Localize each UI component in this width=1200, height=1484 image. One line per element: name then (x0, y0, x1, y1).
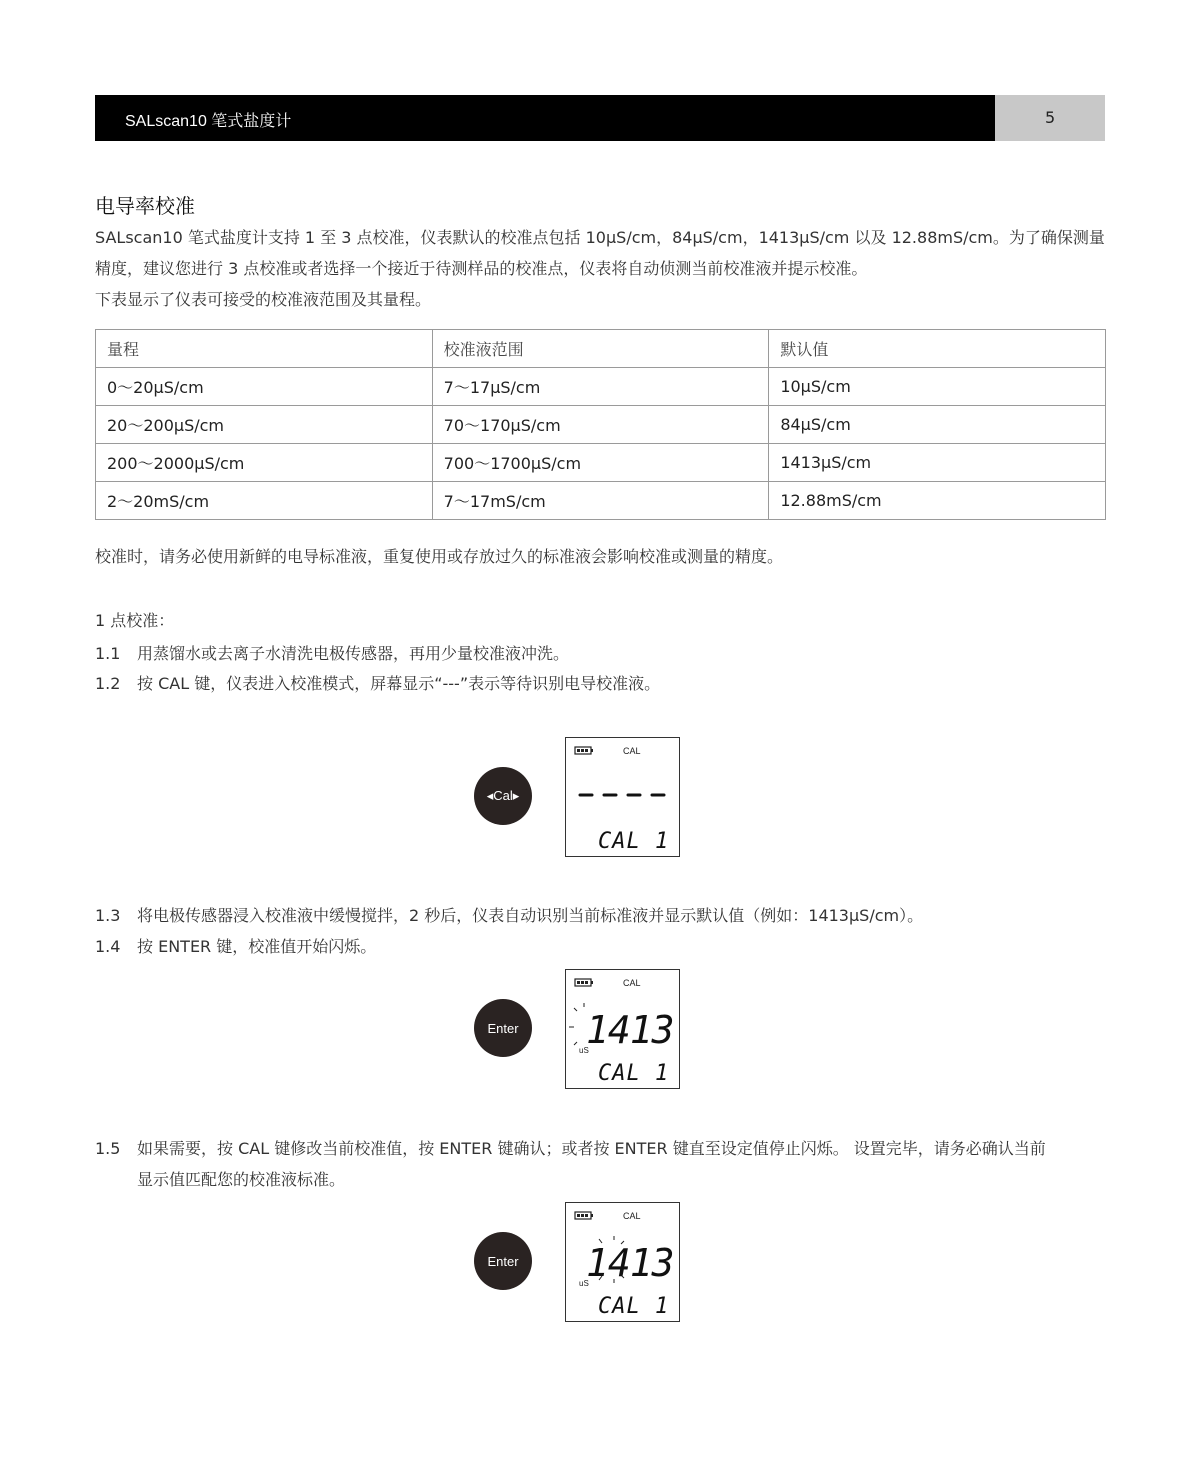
table-cell: 2～20mS/cm (96, 482, 433, 520)
table-header-row (96, 330, 1106, 368)
table-header-default: 默认值 (769, 330, 1106, 368)
lcd-sub-label: CAL 1 (598, 1061, 670, 1086)
table-cell: 12.88mS/cm (769, 482, 1106, 520)
cal-button-illustration (474, 767, 532, 825)
table-row (96, 406, 1106, 444)
lcd-unit-label: uS (579, 1046, 589, 1055)
battery-icon (575, 979, 593, 986)
intro-paragraph: SALscan10 笔式盐度计支持 1 至 3 点校准，仪表默认的校准点包括 10μS/cm，84μS/cm，1413μS/cm 以及 12.88mS/cm。为了确保测量精度，建议您进行 3 点校准或者选择一个接近于待测样品的校准点，仪表将自动侦测当前校准液并提示校准。 (95, 228, 1105, 278)
step-number: 1.5 (95, 1139, 121, 1158)
cal-button-label: ◂Cal▸ (486, 788, 520, 803)
step-1-1 (95, 638, 1107, 669)
step-number: 1.2 (95, 674, 121, 693)
table-row (96, 482, 1106, 520)
step-1-3 (95, 900, 1107, 931)
lcd-display-confirmed (565, 1202, 680, 1322)
step-number: 1.4 (95, 937, 121, 956)
lcd-sub-label: CAL 1 (598, 1294, 670, 1319)
lcd-sub-label: CAL 1 (598, 829, 670, 854)
calibration-note: 校准时，请务必使用新鲜的电导标准液，重复使用或存放过久的标准液会影响校准或测量的精度。 (95, 547, 784, 566)
battery-icon (575, 747, 593, 754)
table-cell: 7～17mS/cm (432, 482, 769, 520)
step-1-4 (95, 931, 1107, 962)
table-cell: 1413μS/cm (769, 444, 1106, 482)
enter-button-label: Enter (487, 1020, 519, 1036)
section-title: 电导率校准 (95, 194, 195, 218)
step-text: 按 CAL 键，仪表进入校准模式，屏幕显示“---”表示等待识别电导校准液。 (137, 674, 661, 693)
step-text: 将电极传感器浸入校准液中缓慢搅拌，2 秒后，仪表自动识别当前标准液并显示默认值（例如：1413μS/cm）。 (137, 906, 924, 925)
table-cell: 7～17μS/cm (432, 368, 769, 406)
step-1-2 (95, 668, 1107, 699)
table-intro-paragraph: 下表显示了仪表可接受的校准液范围及其量程。 (95, 290, 432, 309)
table-header-solution-range: 校准液范围 (432, 330, 769, 368)
calibration-range-table (95, 329, 1106, 520)
lcd-unit-label: uS (579, 1279, 589, 1288)
page-number: 5 (1045, 108, 1056, 127)
table-header-range: 量程 (96, 330, 433, 368)
table-cell: 700～1700μS/cm (432, 444, 769, 482)
header-title: SALscan10 笔式盐度计 (125, 113, 292, 130)
step-text: 按 ENTER 键，校准值开始闪烁。 (137, 937, 377, 956)
table-cell: 200～2000μS/cm (96, 444, 433, 482)
step-text: 用蒸馏水或去离子水清洗电极传感器，再用少量校准液冲洗。 (137, 644, 570, 663)
lcd-display-value (565, 969, 680, 1089)
lcd-mode-label: CAL (623, 1211, 641, 1221)
table-cell: 20～200μS/cm (96, 406, 433, 444)
table-cell: 84μS/cm (769, 406, 1106, 444)
step-text-continued: 显示值匹配您的校准液标准。 (137, 1170, 346, 1189)
enter-button-illustration (474, 999, 532, 1057)
lcd-main-value: 1413 (586, 1008, 674, 1052)
table-cell: 70～170μS/cm (432, 406, 769, 444)
table-row (96, 444, 1106, 482)
enter-button-label: Enter (487, 1253, 519, 1269)
step-group-title: 1 点校准： (95, 611, 175, 630)
step-1-5 (95, 1133, 1107, 1195)
enter-button-illustration (474, 1232, 532, 1290)
header-bar (95, 95, 995, 141)
blink-rays-icon (569, 1003, 584, 1045)
step-text: 如果需要，按 CAL 键修改当前校准值，按 ENTER 键确认；或者按 ENTER 键直至设定值停止闪烁。 设置完毕，请务必确认当前 (137, 1139, 1046, 1158)
table-cell: 0～20μS/cm (96, 368, 433, 406)
step-number: 1.3 (95, 906, 121, 925)
lcd-display-waiting (565, 737, 680, 857)
lcd-main-value: 1413 (586, 1241, 674, 1285)
table-row (96, 368, 1106, 406)
battery-icon (575, 1212, 593, 1219)
table-cell: 10μS/cm (769, 368, 1106, 406)
step-number: 1.1 (95, 644, 121, 663)
lcd-mode-label: CAL (623, 746, 641, 756)
page-number-box (995, 95, 1105, 141)
lcd-mode-label: CAL (623, 978, 641, 988)
